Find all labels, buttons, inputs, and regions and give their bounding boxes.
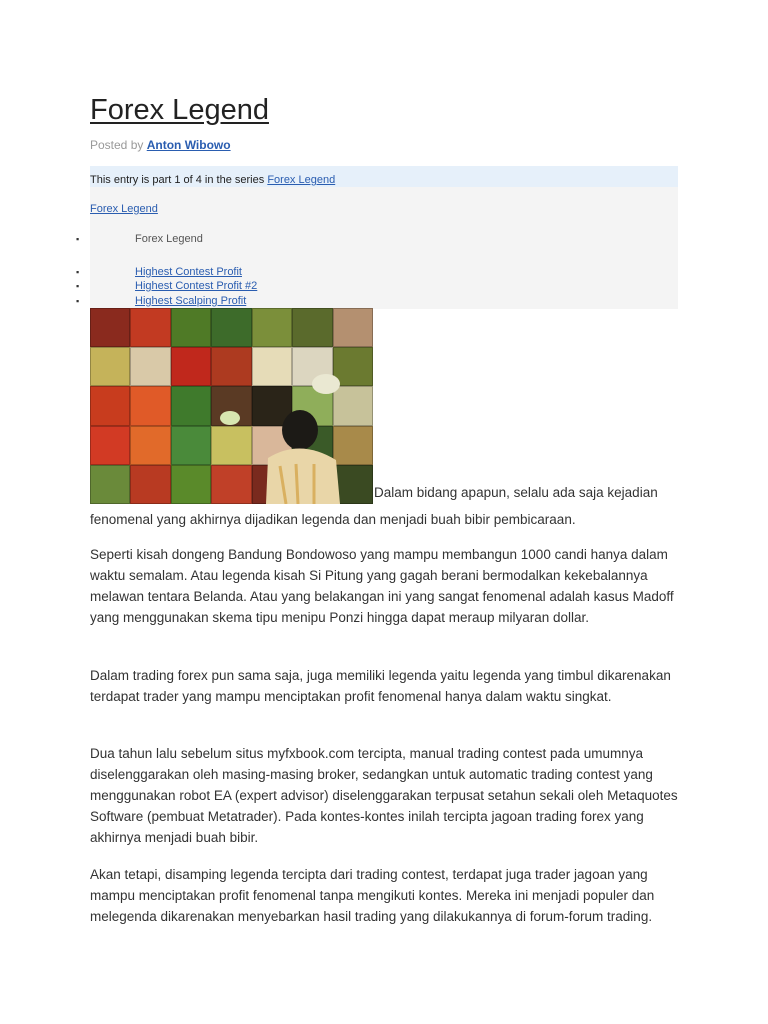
series-list-item[interactable] [76,279,390,293]
series-intro-text: This entry is part 1 of 4 in the series [90,174,265,186]
article-title: Forex Legend [90,94,269,126]
series-header [90,166,678,187]
author-link[interactable]: Anton Wibowo [146,138,231,152]
paragraph-first-line: Dalam bidang apapun, selalu ada saja kejadian [374,485,658,500]
series-list-item[interactable] [76,294,390,308]
paragraph: Dua tahun lalu sebelum situs myfxbook.com tercipta, manual trading contest pada umumnya diselenggarakan oleh masing-masing broker, sedangkan untuk automatic trading contest yang menggunakan robot EA (expert advisor) diselenggarakan terpusat setahun sekali oleh Metaquotes Software (pembuat Metatrader). Pada kontes-kontes inilah tercipta jagoan trading forex yang akhirnya menjadi buah bibir. [90,746,678,845]
series-item-link[interactable]: Highest Scalping Profit [135,295,247,307]
series-list-item[interactable] [76,265,390,279]
bullet-icon: ▪ [76,234,80,244]
bullet-icon: ▪ [76,281,80,291]
series-item-current: Forex Legend [135,233,203,245]
paragraph: Dalam trading forex pun sama saja, juga memiliki legenda yaitu legenda yang timbul dikarenakan terdapat trader yang mampu menciptakan profit fenomenal hanya dalam waktu singkat. [90,668,671,704]
paragraph: Seperti kisah dongeng Bandung Bondowoso yang mampu membangun 1000 candi hanya dalam waktu semalam. Atau legenda kisah Si Pitung yang gagah berani bermodalkan kekebalannya melawan tentara Belanda. Atau yang belakangan ini yang sangat fenomenal adalah kasus Madoff yang menggunakan skema tipu menipu Ponzi hingga dapat meraup milyaran dollar. [90,547,674,625]
posted-by-label: Posted by [90,138,144,152]
paragraph: fenomenal yang akhirnya dijadikan legenda dan menjadi buah bibir pembicaraan. [90,512,576,527]
bullet-icon: ▪ [76,296,80,306]
bullet-icon: ▪ [76,267,80,277]
paragraph: Akan tetapi, disamping legenda tercipta dari trading contest, terdapat juga trader jagoan yang mampu menciptakan profit fenomenal tanpa mengikuti kontes. Mereka ini menjadi populer dan melegenda dikarenakan menyebarkan hasil trading yang dilakukannya di forum-forum trading. [90,867,655,924]
series-item-link[interactable]: Highest Contest Profit [135,266,242,278]
series-intro-link[interactable]: Forex Legend [267,174,336,186]
series-title-link[interactable]: Forex Legend [90,203,158,215]
series-list-item [76,232,390,246]
photo-person-shape [90,308,373,504]
market-vegetables-photo [90,308,373,504]
byline [90,138,231,152]
series-item-link[interactable]: Highest Contest Profit #2 [135,280,258,292]
